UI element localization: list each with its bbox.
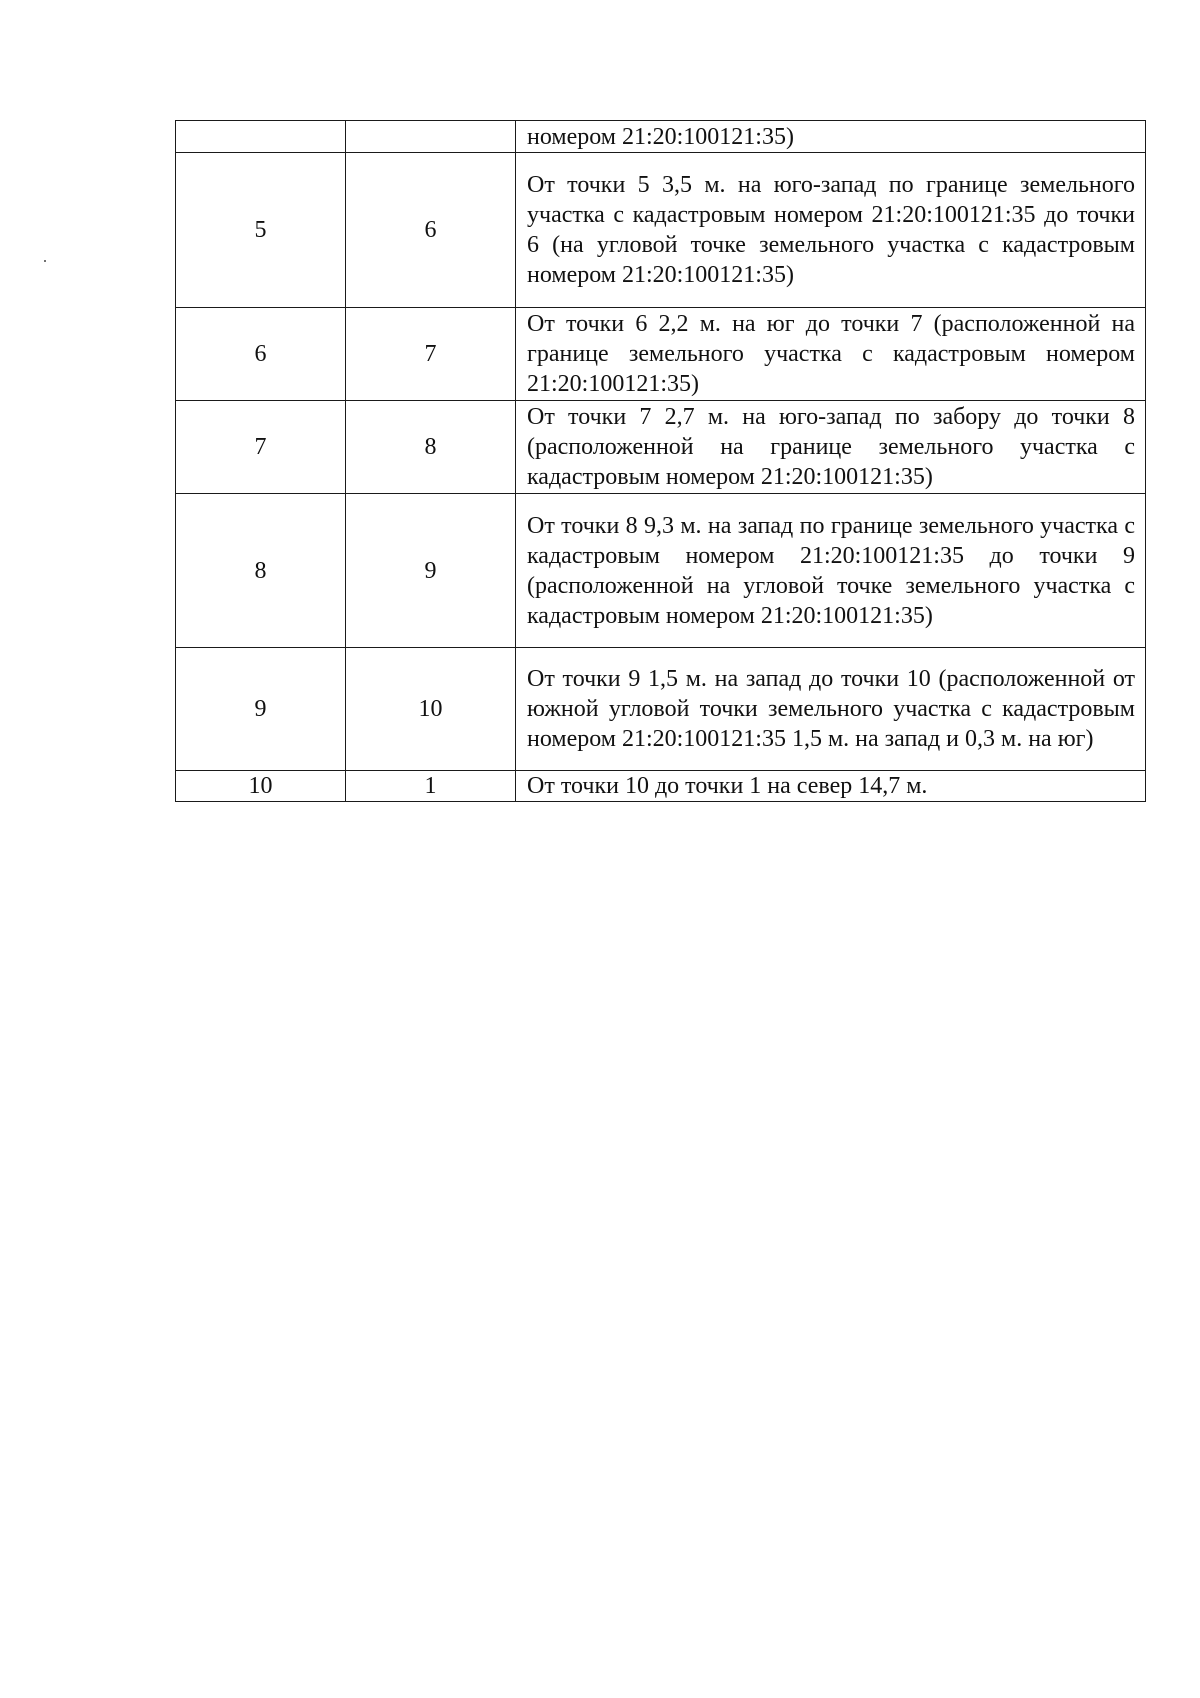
from-point-cell: 5: [176, 153, 346, 308]
description-cell: номером 21:20:100121:35): [516, 121, 1146, 153]
to-point-cell: 6: [346, 153, 516, 308]
table-row: [176, 121, 1146, 153]
description-cell: От точки 7 2,7 м. на юго-запад по забору до точки 8 (расположенной на границе земельного участка с кадастровым номером 21:20:100121:35): [516, 401, 1146, 494]
to-point-cell: 9: [346, 494, 516, 648]
description-cell: От точки 5 3,5 м. на юго-запад по границе земельного участка с кадастровым номером 21:20:100121:35 до точки 6 (на угловой точке земельного участка с кадастровым номером 21:20:100121:35): [516, 153, 1146, 308]
to-point-cell: 8: [346, 401, 516, 494]
table-row: [176, 153, 1146, 308]
table-row: [176, 308, 1146, 401]
from-point-cell: 8: [176, 494, 346, 648]
from-point-cell: 10: [176, 771, 346, 802]
description-cell: От точки 9 1,5 м. на запад до точки 10 (расположенной от южной угловой точки земельного участка с кадастровым номером 21:20:100121:35 1,5 м. на запад и 0,3 м. на юг): [516, 648, 1146, 771]
from-point-cell: 6: [176, 308, 346, 401]
table-row: [176, 401, 1146, 494]
to-point-cell: [346, 121, 516, 153]
to-point-cell: 7: [346, 308, 516, 401]
table-row: [176, 494, 1146, 648]
from-point-cell: [176, 121, 346, 153]
description-cell: От точки 10 до точки 1 на север 14,7 м.: [516, 771, 1146, 802]
table-row: [176, 771, 1146, 802]
table-row: [176, 648, 1146, 771]
from-point-cell: 9: [176, 648, 346, 771]
to-point-cell: 10: [346, 648, 516, 771]
from-point-cell: 7: [176, 401, 346, 494]
to-point-cell: 1: [346, 771, 516, 802]
description-cell: От точки 8 9,3 м. на запад по границе земельного участка с кадастровым номером 21:20:100121:35 до точки 9 (расположенной на угловой точке земельного участка с кадастровым номером 21:20:100121:35): [516, 494, 1146, 648]
description-cell: От точки 6 2,2 м. на юг до точки 7 (расположенной на границе земельного участка с кадастровым номером 21:20:100121:35): [516, 308, 1146, 401]
scan-speck: [44, 260, 46, 262]
boundary-description-table: [175, 120, 1146, 802]
